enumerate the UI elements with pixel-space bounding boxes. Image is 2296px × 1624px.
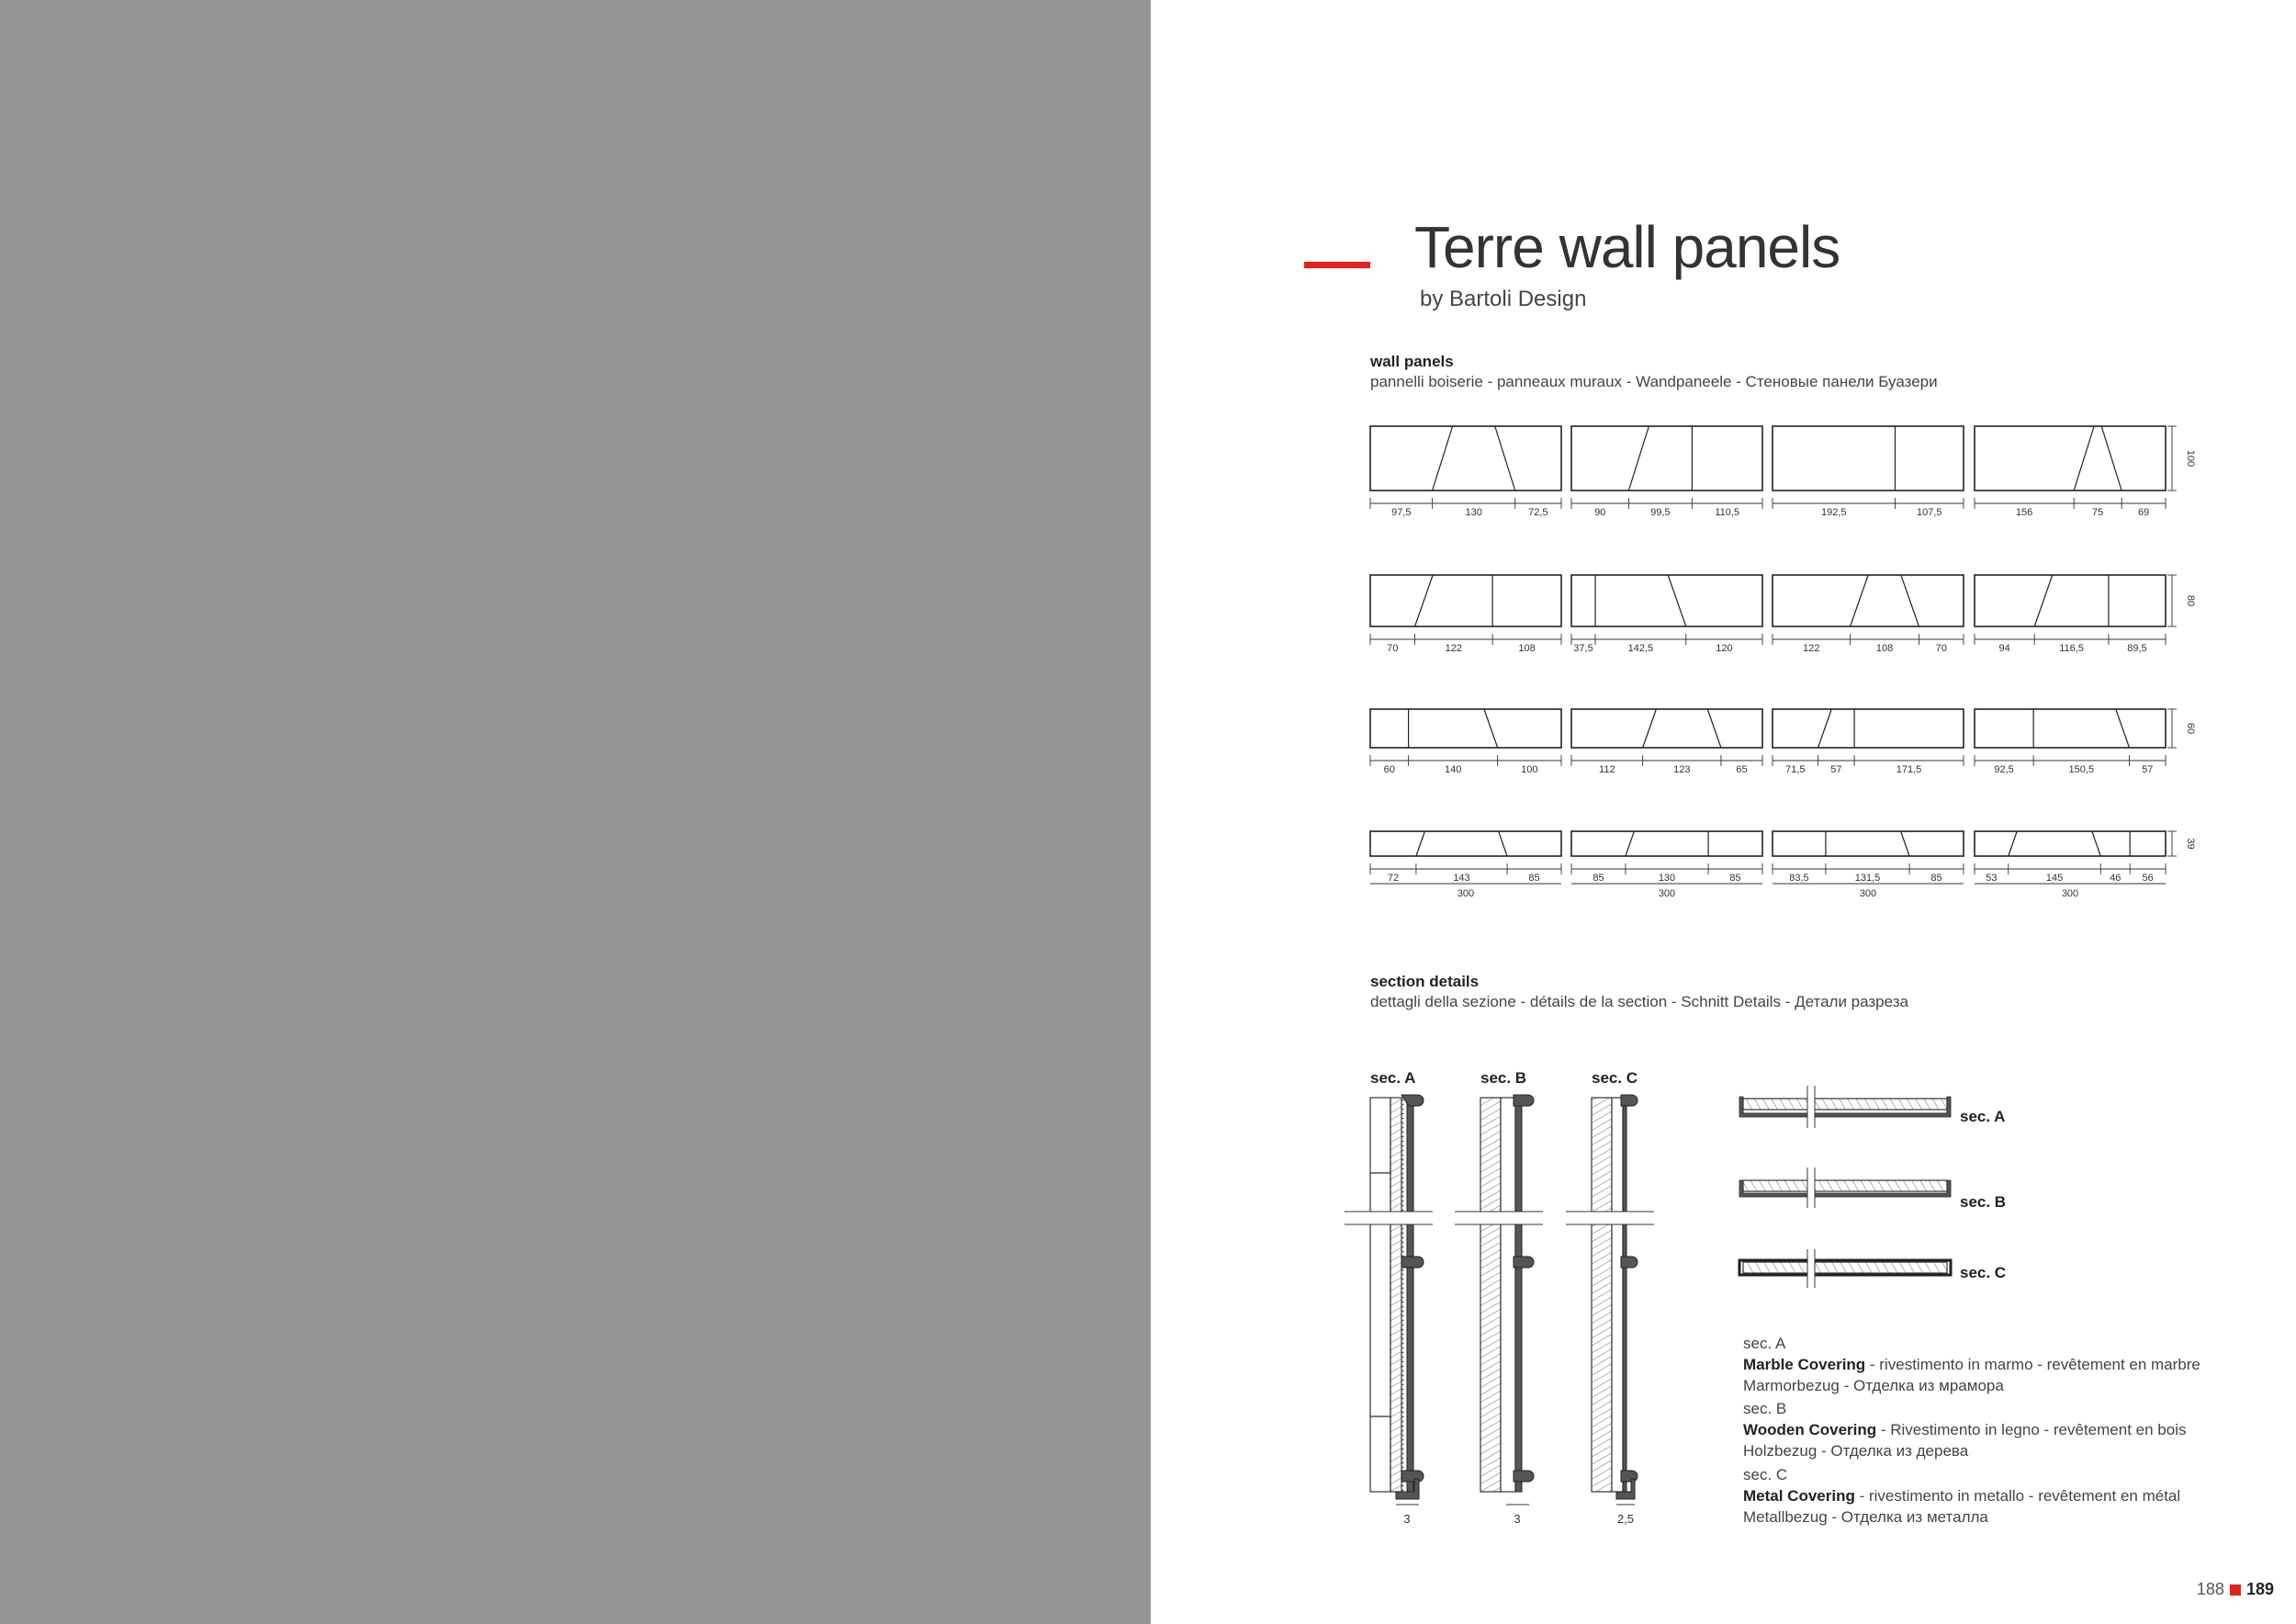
panel-dimension-label: 70 <box>1387 643 1399 654</box>
wall-panel-r1-p3 <box>1773 426 1964 518</box>
section-details-subheading: dettagli della sezione - détails de la section - Schnitt Details - Детали разреза <box>1370 993 1908 1010</box>
panel-dimension-label: 112 <box>1599 764 1615 775</box>
panel-outline <box>1773 575 1964 626</box>
page-subtitle: by Bartoli Design <box>1420 287 1587 311</box>
vertical-section-c-label: sec. C <box>1592 1069 1638 1087</box>
panel-dimension-label: 142,5 <box>1627 643 1654 654</box>
row-height-label: 100 <box>2185 449 2196 468</box>
horizontal-section-drawings <box>1739 1086 1951 1288</box>
panel-dimension-label: 171,5 <box>1896 764 1922 775</box>
wall-panel-r3-p4 <box>1975 709 2166 775</box>
wall-panels-heading: wall panels <box>1370 353 1454 370</box>
page-number-right: 189 <box>2245 1580 2274 1598</box>
panel-outline <box>1773 831 1964 856</box>
panel-outline <box>1773 426 1964 491</box>
panel-dimension-label: 122 <box>1803 643 1820 654</box>
wall-panel-r1-p4 <box>1975 426 2166 518</box>
panel-dimension-label: 69 <box>2137 507 2150 518</box>
row-height-dimension-4 <box>2167 831 2196 856</box>
vertical-section-b-label: sec. B <box>1480 1069 1527 1087</box>
panel-total-label: 300 <box>1859 888 1877 899</box>
wall-panel-r4-p1 <box>1370 831 1561 899</box>
panel-dimension-label: 94 <box>1998 643 2010 654</box>
horizontal-section-c-drawing <box>1739 1249 1951 1288</box>
row-height-label: 80 <box>2185 594 2196 607</box>
description-sec-c-text2: Metallbezug - Отделка из металла <box>1743 1508 1988 1526</box>
panel-dimension-label: 116,5 <box>2059 643 2084 654</box>
wall-panel-r2-p4 <box>1975 575 2166 654</box>
panel-outline <box>1571 831 1762 856</box>
panel-dimension-label: 100 <box>1521 764 1538 775</box>
panel-dimension-label: 97,5 <box>1391 507 1412 518</box>
panel-dimension-label: 130 <box>1465 507 1482 518</box>
description-sec-b-title: Wooden Covering <box>1743 1421 1877 1438</box>
panel-dimension-label: 57 <box>2142 764 2154 775</box>
description-sec-a-title: Marble Covering <box>1743 1356 1866 1373</box>
panel-outline <box>1370 709 1561 748</box>
panel-dimension-label: 85 <box>1528 873 1540 884</box>
description-sec-b-text: - Rivestimento in legno - revêtement en bois <box>1876 1421 2187 1438</box>
vertical-section-b-dim: 3 <box>1514 1512 1521 1526</box>
panel-outline <box>1571 709 1762 748</box>
panel-outline <box>1370 831 1561 856</box>
description-sec-c-label: sec. C <box>1743 1466 1788 1483</box>
section-details-heading: section details <box>1370 973 1480 990</box>
panel-dimension-label: 90 <box>1594 507 1606 518</box>
panel-dimension-label: 46 <box>2110 873 2122 884</box>
panel-dimension-label: 130 <box>1658 873 1676 884</box>
panel-dimension-label: 150,5 <box>2068 764 2095 775</box>
panel-dimension-label: 99,5 <box>1650 507 1671 518</box>
wall-panel-r1-p1 <box>1370 426 1561 518</box>
panel-dimension-label: 140 <box>1444 764 1462 775</box>
panel-dimension-label: 57 <box>1830 764 1842 775</box>
row-height-label: 60 <box>2185 722 2196 735</box>
wall-panel-r4-p4 <box>1975 831 2166 899</box>
panel-dimension-label: 60 <box>1383 764 1395 775</box>
panel-dimension-label: 70 <box>1935 643 1947 654</box>
vertical-section-c-dim: 2,5 <box>1616 1512 1635 1526</box>
panel-dimension-label: 123 <box>1673 764 1691 775</box>
panel-total-label: 300 <box>1658 888 1676 899</box>
panel-dimension-label: 108 <box>1875 643 1894 654</box>
panel-dimension-label: 145 <box>2045 873 2064 884</box>
description-sec-c-title: Metal Covering <box>1743 1487 1855 1505</box>
description-sec-b-label: sec. B <box>1743 1400 1787 1417</box>
row-height-dimension-3 <box>2167 709 2196 748</box>
vertical-section-a-drawing <box>1345 1095 1433 1505</box>
wall-panel-r2-p3 <box>1773 575 1964 654</box>
panel-outline <box>1370 575 1561 626</box>
panel-dimension-label: 37,5 <box>1573 643 1593 654</box>
panel-dimension-label: 53 <box>1986 873 1998 884</box>
panel-dimension-label: 108 <box>1518 643 1536 654</box>
wall-panels-subheading: pannelli boiserie - panneaux muraux - Wandpaneele - Стеновые панели Буазери <box>1370 373 1938 390</box>
panel-outline <box>1975 426 2166 491</box>
page-number-left: 188 <box>2196 1580 2224 1598</box>
panel-dimension-label: 120 <box>1716 643 1733 654</box>
vertical-section-a-dim: 3 <box>1403 1512 1411 1526</box>
panel-dimension-label: 56 <box>2142 873 2154 884</box>
description-sec-b-text2: Holzbezug - Отделка из дерева <box>1743 1442 1969 1460</box>
description-sec-c-text: - rivestimento in metallo - revêtement en métal <box>1854 1487 2181 1505</box>
panel-outline <box>1370 426 1561 491</box>
panel-dimension-label: 192,5 <box>1820 507 1847 518</box>
panel-dimension-label: 156 <box>2015 507 2033 518</box>
panel-dimension-label: 122 <box>1445 643 1463 654</box>
wall-panel-r4-p2 <box>1571 831 1762 899</box>
panel-dimension-label: 71,5 <box>1785 764 1806 775</box>
panel-outline <box>1975 709 2166 748</box>
panel-dimension-label: 72,5 <box>1528 507 1548 518</box>
row-height-dimension-2 <box>2167 575 2196 626</box>
wall-panel-r3-p3 <box>1773 709 1964 775</box>
vertical-section-drawings <box>1345 1095 1654 1526</box>
panel-outline <box>1975 831 2166 856</box>
panel-dimension-label: 92,5 <box>1994 764 2014 775</box>
wall-panel-r3-p2 <box>1571 709 1762 775</box>
panel-total-label: 300 <box>2061 888 2079 899</box>
row-height-dimension-1 <box>2167 426 2196 491</box>
panel-dimension-label: 75 <box>2092 507 2104 518</box>
panel-dimension-label: 85 <box>1930 873 1942 884</box>
description-sec-a-text: - rivestimento in marmo - revêtement en marbre <box>1865 1356 2200 1373</box>
wall-panel-r2-p2 <box>1571 575 1762 654</box>
panel-dimension-label: 85 <box>1729 873 1741 884</box>
wall-panel-r3-p1 <box>1370 709 1561 775</box>
horizontal-section-b-label: sec. B <box>1960 1193 2007 1211</box>
horizontal-section-a-drawing <box>1739 1086 1951 1128</box>
panel-outline <box>1773 709 1964 748</box>
panel-dimension-label: 72 <box>1387 873 1400 884</box>
row-height-label: 39 <box>2185 838 2196 850</box>
panel-outline <box>1571 426 1762 491</box>
panel-outline <box>1975 575 2166 626</box>
description-sec-a-text2: Marmorbezug - Отделка из мрамора <box>1743 1377 2004 1394</box>
wall-panel-r2-p1 <box>1370 575 1561 654</box>
vertical-section-a-label: sec. A <box>1370 1069 1416 1087</box>
horizontal-section-a-label: sec. A <box>1960 1108 2006 1125</box>
panel-dimension-label: 110,5 <box>1715 507 1740 518</box>
panel-dimension-label: 89,5 <box>2127 643 2147 654</box>
horizontal-section-b-drawing <box>1739 1167 1951 1208</box>
vertical-section-c-drawing <box>1566 1095 1654 1505</box>
panel-outline <box>1571 575 1762 626</box>
panel-dimension-label: 131,5 <box>1854 873 1881 884</box>
panel-total-label: 300 <box>1457 888 1475 899</box>
wall-panel-r4-p3 <box>1773 831 1964 899</box>
description-sec-a-label: sec. A <box>1743 1335 1786 1352</box>
page-title: Terre wall panels <box>1414 214 1840 280</box>
panel-dimension-label: 65 <box>1736 764 1748 775</box>
horizontal-section-c-label: sec. C <box>1960 1264 2007 1281</box>
wall-panel-r1-p2 <box>1571 426 1762 518</box>
vertical-section-b-drawing <box>1455 1095 1543 1505</box>
panel-dimension-label: 83,5 <box>1789 873 1809 884</box>
panel-dimension-label: 85 <box>1593 873 1604 884</box>
panel-dimension-label: 143 <box>1453 873 1470 884</box>
panel-dimension-label: 107,5 <box>1916 507 1942 518</box>
wall-panel-elevations <box>1370 426 2196 899</box>
